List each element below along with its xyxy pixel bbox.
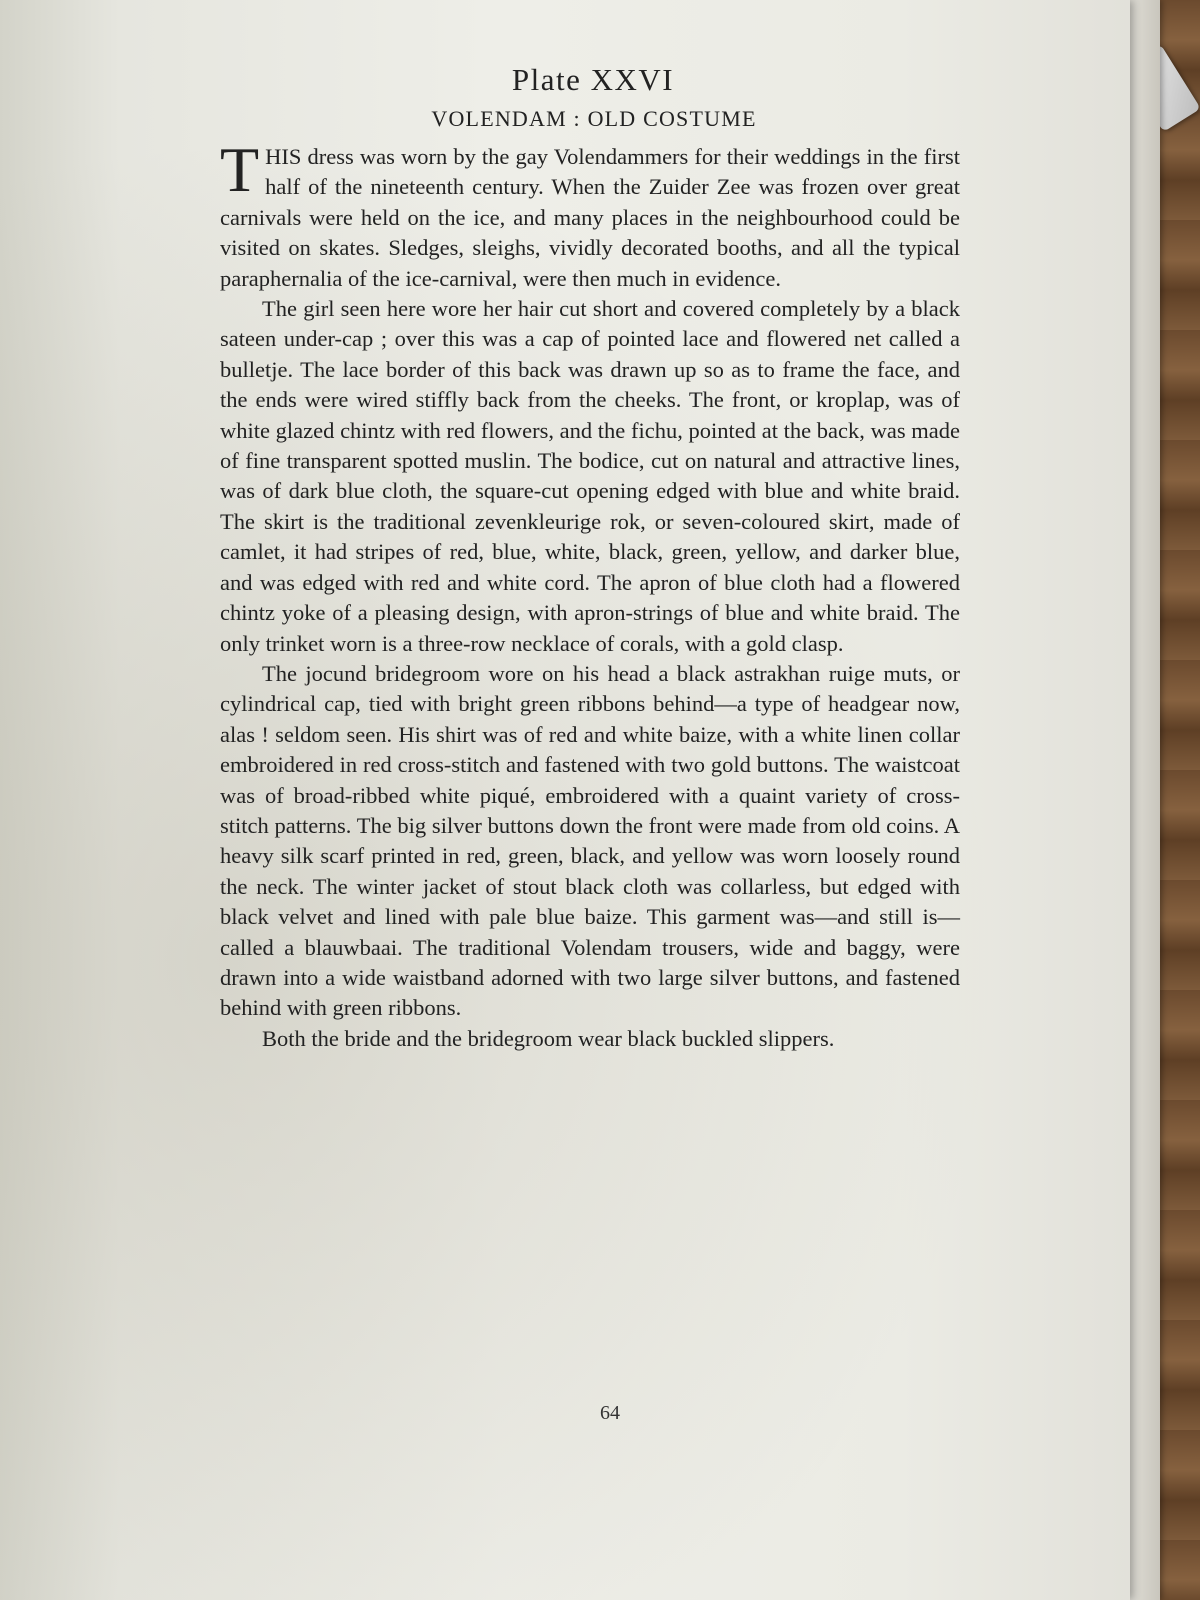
paragraph-3: The jocund bridegroom wore on his head a black astrakhan ruige muts, or cylindrical cap, tied with bright green ribbons behind—a type of headgear now, alas ! seldom seen. His shirt was of red and white baize, with a white linen collar embroidered in red cross-stitch and fastened with two gold buttons. The waistcoat was of broad-ribbed white piqué, embroidered with a quaint variety of cross-stitch patterns. The big silver buttons down the front were made from old coins. A heavy silk scarf printed in red, green, black, and yellow was worn loosely round the neck. The winter jacket of stout black cloth was collarless, but edged with black velvet and lined with pale blue baize. This garment was—and still is—called a blauwbaai. The traditional Volendam trousers, wide and baggy, were drawn into a wide waistband adorned with two large silver buttons, and fastened behind with green ribbons.	[220, 660, 960, 1021]
paragraph-2: The girl seen here wore her hair cut short and covered completely by a black sateen under-cap ; over this was a cap of pointed lace and flowered net called a bulletje. The lace border of this back was drawn up so as to frame the face, and the ends were wired stiffly back from the cheeks. The front, or kroplap, was of white glazed chintz with red flowers, and the fichu, pointed at the back, was made of fine transparent spotted muslin. The bodice, cut on natural and attractive lines, was of dark blue cloth, the square-cut opening edged with blue and white braid. The skirt is the traditional zevenkleurige rok, or seven-coloured skirt, made of camlet, it had stripes of red, blue, white, black, green, yellow, and darker blue, and was edged with red and white cord. The apron of blue cloth had a flowered chintz yoke of a pleasing design, with apron-strings of blue and white braid. The only trinket worn is a three-row necklace of corals, with a gold clasp.	[220, 296, 960, 656]
plate-title: Plate XXVI	[511, 62, 675, 97]
plate-subtitle: VOLENDAM : OLD COSTUME	[431, 106, 757, 131]
drop-cap: T	[220, 134, 260, 205]
paragraph-1-text: HIS dress was worn by the gay Volendammers for their weddings in the first half of the nineteenth century. When the Zuider Zee was frozen over great carnivals were held on the ice, and many places in the neighbourhood could be visited on skates. Sledges, sleighs, vividly decorated booths, and all the typical paraphernalia of the ice-carnival, were then much in evidence.	[220, 144, 960, 291]
page-number: 64	[600, 1402, 620, 1424]
paragraph-4: Both the bride and the bridegroom wear black buckled slippers.	[262, 1025, 835, 1051]
paragraph-1	[220, 134, 960, 294]
page-text-block	[220, 62, 960, 1054]
